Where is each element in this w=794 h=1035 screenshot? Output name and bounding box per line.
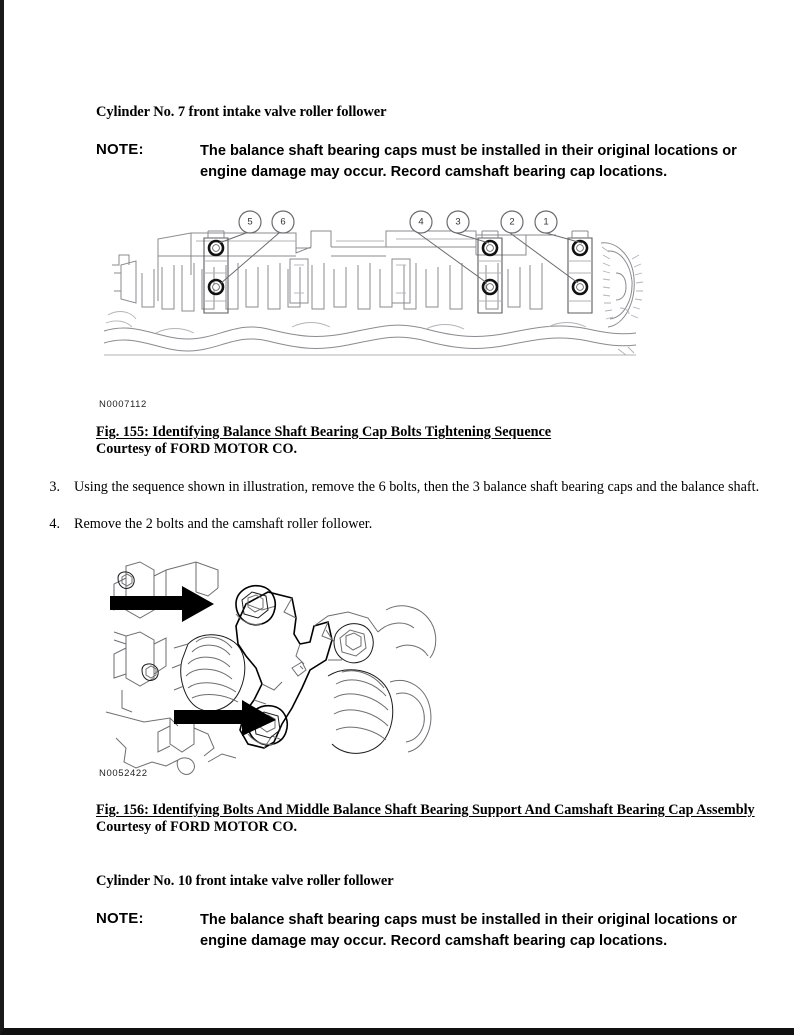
callout-6: [272, 211, 294, 233]
bolt-marker-5: [209, 241, 223, 255]
svg-text:1: 1: [543, 216, 549, 228]
figure-156-caption: [96, 802, 766, 836]
left-bearing-caps: [114, 562, 218, 712]
camshaft-lobes-center: [172, 635, 245, 711]
arrow-lower: [174, 700, 276, 736]
bottom-note-body: The balance shaft bearing caps must be installed in their original locations or engine damage may occur. Record camshaft bearing cap locations.: [200, 912, 737, 949]
procedure-item-3: [34, 479, 774, 515]
bottom-heading: Cylinder No. 10 front intake valve roller follower: [96, 873, 394, 889]
procedure-item-3-number: 3.: [49, 479, 60, 495]
svg-text:6: 6: [280, 216, 286, 228]
svg-text:5: 5: [247, 216, 253, 228]
bolt-marker-6: [209, 280, 223, 294]
figure-155-title: Fig. 155: Identifying Balance Shaft Bearing Cap Bolts Tightening Sequence: [96, 424, 552, 440]
right-bearing-cap: [314, 612, 378, 663]
top-heading: Cylinder No. 7 front intake valve roller follower: [96, 104, 387, 120]
top-note-label: NOTE:: [96, 141, 144, 158]
callout-2: [501, 211, 523, 233]
svg-text:2: 2: [509, 216, 515, 228]
procedure-item-3-text: Using the sequence shown in illustration, remove the 6 bolts, then the 3 balance shaft bearing caps and the balance shaft.: [74, 479, 760, 495]
lower-deck-surface: [104, 312, 636, 355]
procedure-item-4-number: 4.: [49, 516, 60, 532]
bolt-marker-1: [573, 280, 587, 294]
timing-gear: [601, 243, 643, 327]
callout-3: [447, 211, 469, 233]
procedure-item-4-text: Remove the 2 bolts and the camshaft roller follower.: [74, 516, 373, 532]
top-note-body: The balance shaft bearing caps must be installed in their original locations or engine damage may occur. Record camshaft bearing cap locations.: [200, 143, 737, 180]
figure-155-image-id: N0007112: [99, 399, 147, 410]
bottom-note-label: NOTE:: [96, 910, 144, 927]
callout-4: [410, 211, 432, 233]
bottom-note: [96, 910, 776, 960]
figure-155-illustration: [96, 203, 656, 378]
balance-shaft-bearing-caps: [204, 231, 592, 313]
top-note: [96, 141, 776, 191]
figure-156-title: Fig. 156: Identifying Bolts And Middle Balance Shaft Bearing Support And Camshaft Bearing Cap Assembly: [96, 802, 755, 818]
svg-text:3: 3: [455, 216, 461, 228]
bolt-marker-2: [573, 241, 587, 255]
figure-155-caption: [96, 424, 786, 458]
bolt-marker-4: [483, 241, 497, 255]
figure-155-courtesy: Courtesy of FORD MOTOR CO.: [96, 441, 298, 457]
figure-156-illustration: [96, 548, 441, 788]
callout-1: [535, 211, 557, 233]
figure-156-image-id: N0052422: [99, 768, 148, 779]
figure-156-courtesy: Courtesy of FORD MOTOR CO.: [96, 819, 298, 835]
svg-text:4: 4: [418, 216, 424, 228]
procedure-item-4: [34, 516, 774, 536]
callout-5: [239, 211, 261, 233]
callout-bubbles: [239, 211, 557, 233]
